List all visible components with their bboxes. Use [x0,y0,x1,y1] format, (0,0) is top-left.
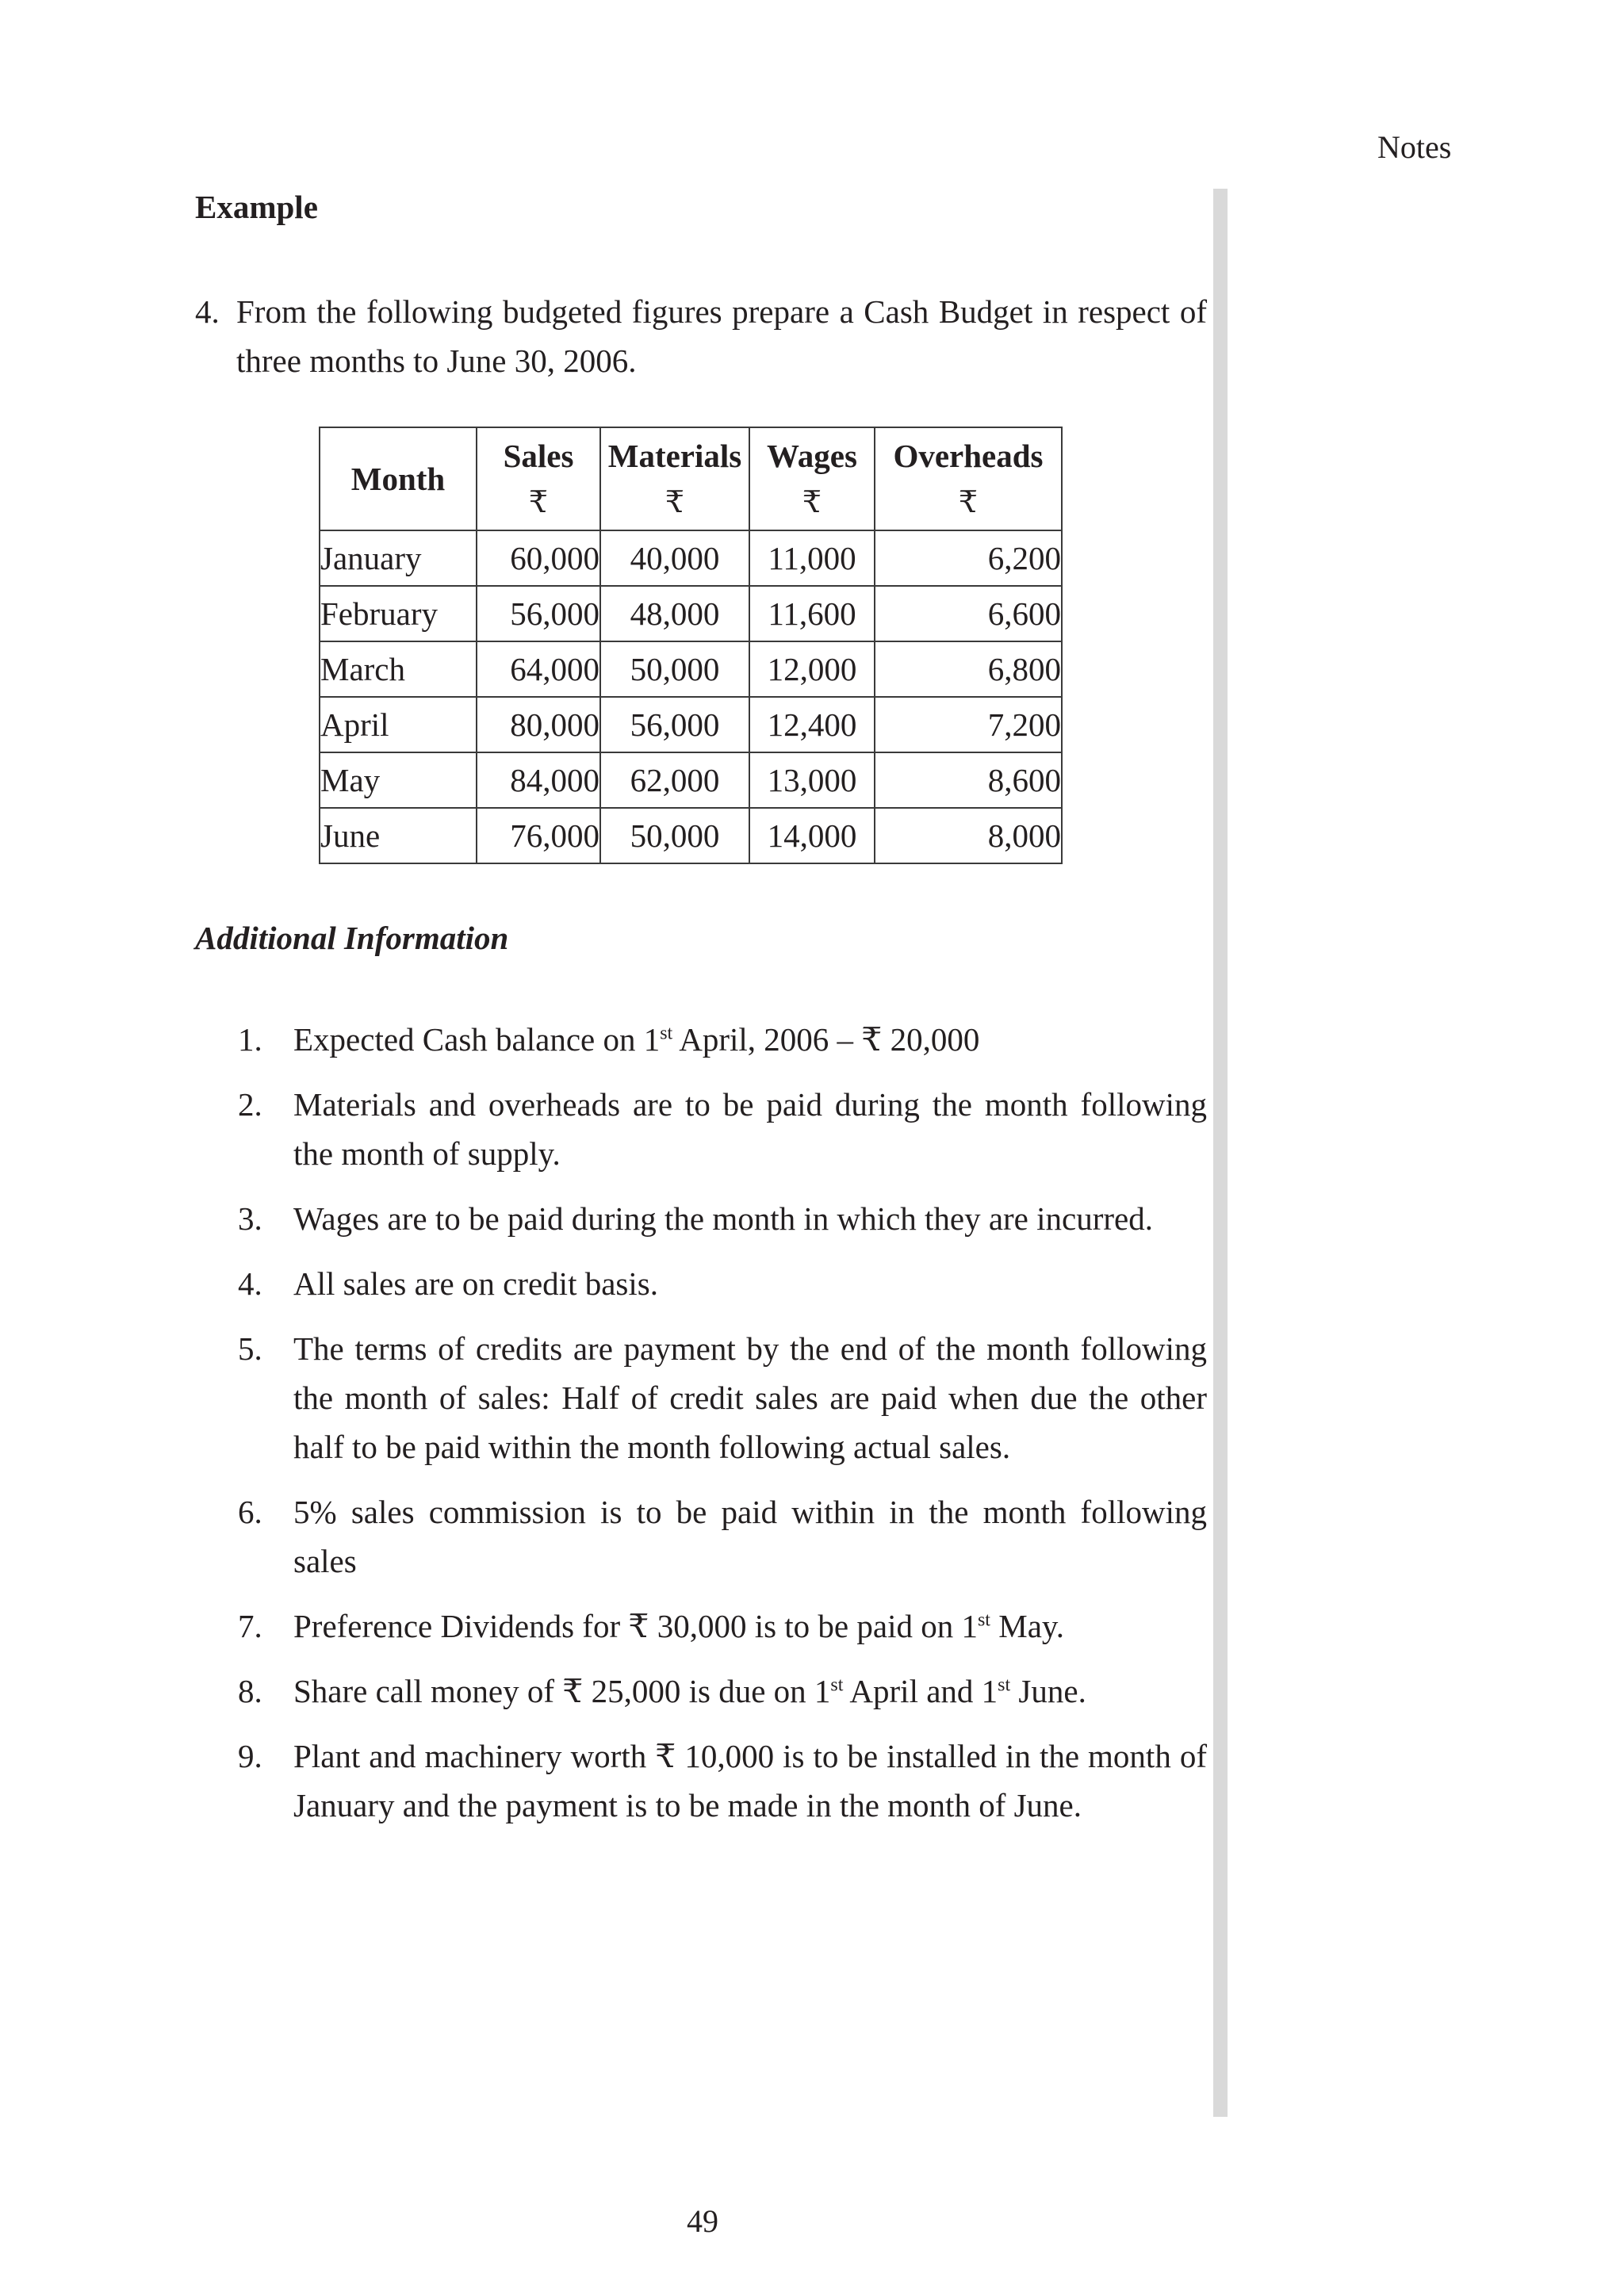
header-materials-currency: ₹ [665,484,685,519]
page-number: 49 [687,2203,718,2239]
header-sales-currency: ₹ [528,484,549,519]
cell-materials: 48,000 [600,586,749,641]
list-item-number: 2. [238,1086,262,1123]
list-item-text [293,1601,1207,1651]
list-item [238,1487,1207,1586]
list-item-text: All sales are on credit basis. [293,1265,658,1302]
text-run: Expected Cash balance on 1 [293,1021,661,1058]
list-item [238,1259,1207,1308]
header-wages-currency: ₹ [802,484,822,519]
list-item-text [293,1667,1207,1716]
header-overheads-label: Overheads [893,438,1044,474]
cell-overheads: 6,800 [875,641,1062,697]
cell-month: May [320,752,477,808]
question-number: 4. [195,293,220,330]
margin-notes-label: Notes [1377,129,1452,165]
cell-wages: 12,000 [749,641,875,697]
list-item-number: 5. [238,1330,262,1367]
header-materials-label: Materials [607,438,742,474]
cell-wages: 11,000 [749,530,875,586]
additional-information-heading: Additional Information [195,920,509,956]
header-month: Month [320,427,477,530]
list-item [238,1194,1207,1243]
list-item-text [293,1015,1207,1064]
ordinal-suffix: st [998,1674,1011,1696]
list-item [238,1667,1207,1716]
table-row [320,586,1062,641]
list-item [238,1080,1207,1178]
cell-materials: 40,000 [600,530,749,586]
list-item-number: 6. [238,1494,262,1530]
cell-wages: 14,000 [749,808,875,863]
cell-overheads: 6,600 [875,586,1062,641]
header-materials [600,427,749,530]
header-sales-label: Sales [503,438,574,474]
cell-sales: 76,000 [477,808,600,863]
table-row [320,697,1062,752]
table-header-row [320,427,1062,530]
cell-wages: 13,000 [749,752,875,808]
list-item-number: 9. [238,1738,262,1774]
list-item-text: Plant and machinery worth ₹ 10,000 is to be installed in the month of January and the payment is to be made in the month of June. [293,1738,1207,1823]
text-run: April and 1 [843,1673,998,1709]
header-wages-label: Wages [767,438,857,474]
table-row [320,808,1062,863]
cell-month: February [320,586,477,641]
list-item [238,1732,1207,1830]
cell-wages: 11,600 [749,586,875,641]
cell-overheads: 8,600 [875,752,1062,808]
list-item [238,1324,1207,1471]
cell-overheads: 6,200 [875,530,1062,586]
text-run: April, 2006 – ₹ 20,000 [672,1021,980,1058]
cell-month: March [320,641,477,697]
header-wages [749,427,875,530]
additional-information-list [238,1015,1207,1846]
cell-wages: 12,400 [749,697,875,752]
cell-sales: 60,000 [477,530,600,586]
list-item-number: 7. [238,1608,262,1644]
cell-sales: 64,000 [477,641,600,697]
list-item [238,1015,1207,1064]
table-row [320,641,1062,697]
budget-table [319,427,1063,864]
list-item [238,1601,1207,1651]
text-run: June. [1010,1673,1086,1709]
ordinal-suffix: st [830,1674,844,1696]
list-item-number: 3. [238,1200,262,1237]
cell-sales: 56,000 [477,586,600,641]
list-item-text: Wages are to be paid during the month in which they are incurred. [293,1200,1153,1237]
cell-materials: 62,000 [600,752,749,808]
notes-margin-bar [1213,189,1228,2117]
cell-month: April [320,697,477,752]
table-row [320,530,1062,586]
cell-materials: 50,000 [600,808,749,863]
header-overheads [875,427,1062,530]
cell-month: January [320,530,477,586]
example-heading: Example [195,189,318,225]
cell-overheads: 7,200 [875,697,1062,752]
list-item-number: 1. [238,1021,262,1058]
cell-overheads: 8,000 [875,808,1062,863]
question [195,287,1207,385]
table-row [320,752,1062,808]
list-item-number: 4. [238,1265,262,1302]
cell-month: June [320,808,477,863]
cell-sales: 80,000 [477,697,600,752]
list-item-text: Materials and overheads are to be paid during the month following the month of supply. [293,1086,1207,1172]
ordinal-suffix: st [977,1609,990,1631]
text-run: Preference Dividends for ₹ 30,000 is to be paid on 1 [293,1608,978,1644]
question-text: From the following budgeted figures prepare a Cash Budget in respect of three months to June 30, 2006. [236,293,1207,379]
list-item-text: 5% sales commission is to be paid within in the month following sales [293,1494,1207,1579]
list-item-number: 8. [238,1673,262,1709]
list-item-text: The terms of credits are payment by the end of the month following the month of sales: Half of credit sales are paid when due the other half to be paid within the month following actual sales. [293,1330,1207,1465]
text-run: Share call money of ₹ 25,000 is due on 1 [293,1673,831,1709]
text-run: May. [990,1608,1064,1644]
ordinal-suffix: st [660,1023,673,1044]
cell-materials: 50,000 [600,641,749,697]
cell-materials: 56,000 [600,697,749,752]
header-sales [477,427,600,530]
header-overheads-currency: ₹ [958,484,979,519]
cell-sales: 84,000 [477,752,600,808]
